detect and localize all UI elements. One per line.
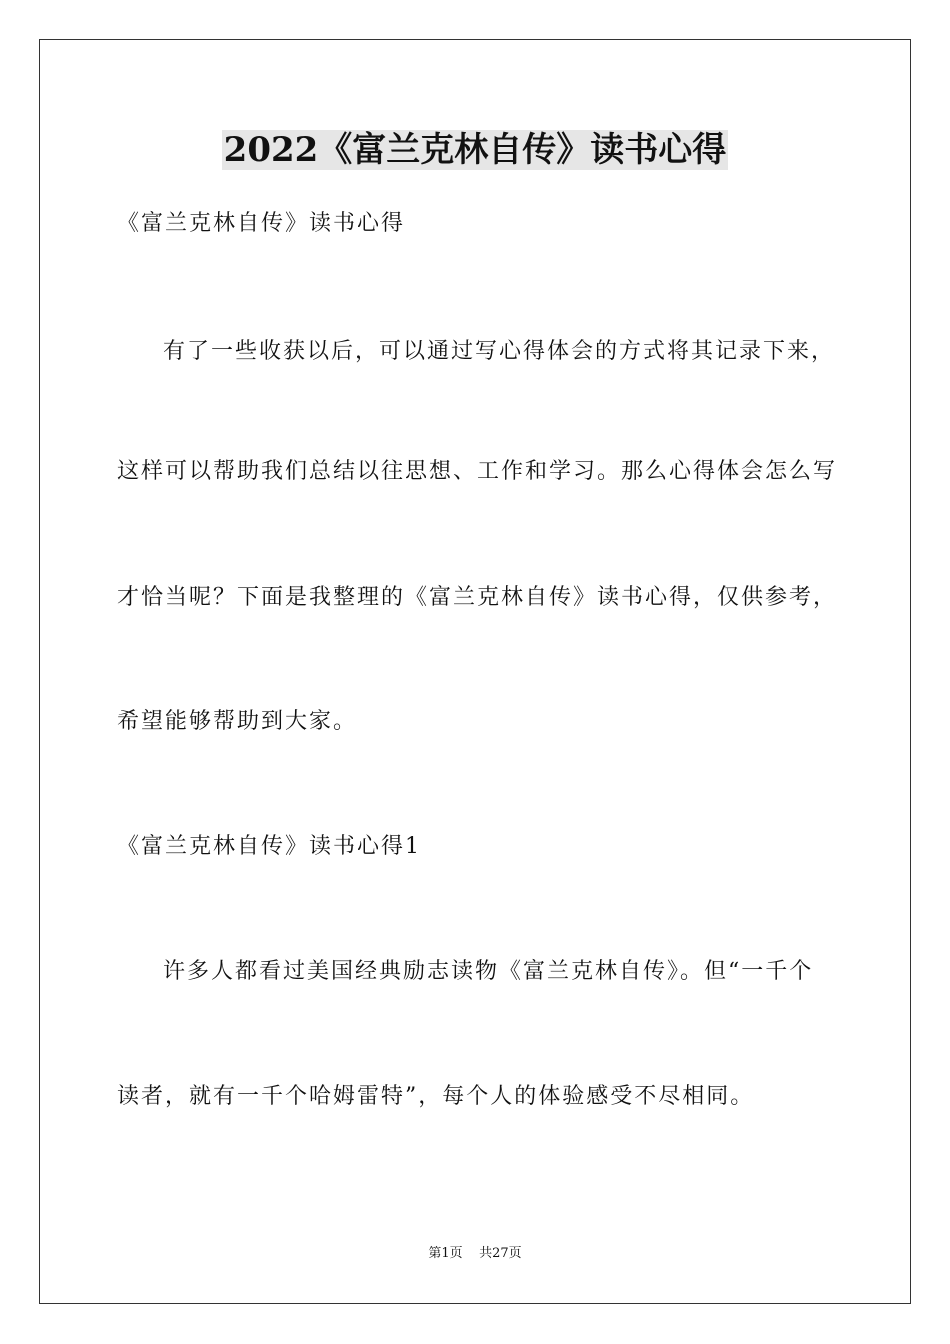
section-heading: 《富兰克林自传》读书心得1: [117, 834, 421, 859]
paragraph-line: 才恰当呢？下面是我整理的《富兰克林自传》读书心得，仅供参考，: [117, 585, 838, 610]
page-total: 共27页: [479, 1246, 522, 1261]
page-number: 第1页: [428, 1246, 463, 1261]
document-title: [0, 128, 950, 172]
paragraph-line: 有了一些收获以后，可以通过写心得体会的方式将其记录下来，: [163, 339, 836, 364]
document-subtitle: 《富兰克林自传》读书心得: [117, 211, 406, 236]
paragraph-line: 读者，就有一千个哈姆雷特”，每个人的体验感受不尽相同。: [117, 1084, 755, 1109]
page-footer: [0, 1245, 950, 1263]
paragraph-line: 希望能够帮助到大家。: [117, 709, 358, 734]
paragraph-line: 许多人都看过美国经典励志读物《富兰克林自传》。但“一千个: [163, 959, 814, 984]
paragraph-line: 这样可以帮助我们总结以往思想、工作和学习。那么心得体会怎么写: [117, 459, 838, 484]
document-title-text: 2022《富兰克林自传》读书心得: [223, 130, 727, 170]
